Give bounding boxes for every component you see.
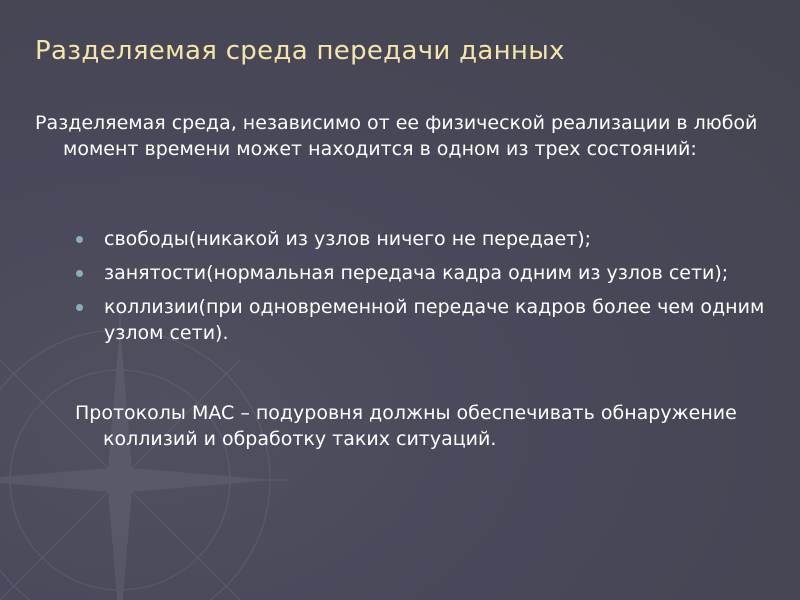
mac-note-paragraph: Протоколы MAC – подуровня должны обеспечивать обнаружение коллизий и обработку таких ситуаций.	[75, 402, 737, 450]
state-busy-text: занятости(нормальная передача кадра одним из узлов сети);	[104, 262, 729, 284]
list-item	[76, 260, 766, 286]
slide-title: Разделяемая среда передачи данных	[35, 36, 565, 66]
state-free-text: свободы(никакой из узлов ничего не передает);	[104, 228, 592, 250]
state-collision-text: коллизии(при одновременной передаче кадров более чем одним узлом сети).	[104, 296, 765, 344]
list-item	[76, 226, 766, 252]
dot-bullet-icon	[76, 270, 83, 277]
states-list	[76, 226, 766, 354]
intro-paragraph: Разделяемая среда, независимо от ее физической реализации в любой момент времени может находится в одном из трех состояний:	[35, 112, 758, 160]
dot-bullet-icon	[76, 304, 83, 311]
dot-bullet-icon	[76, 236, 83, 243]
list-item	[76, 294, 766, 346]
